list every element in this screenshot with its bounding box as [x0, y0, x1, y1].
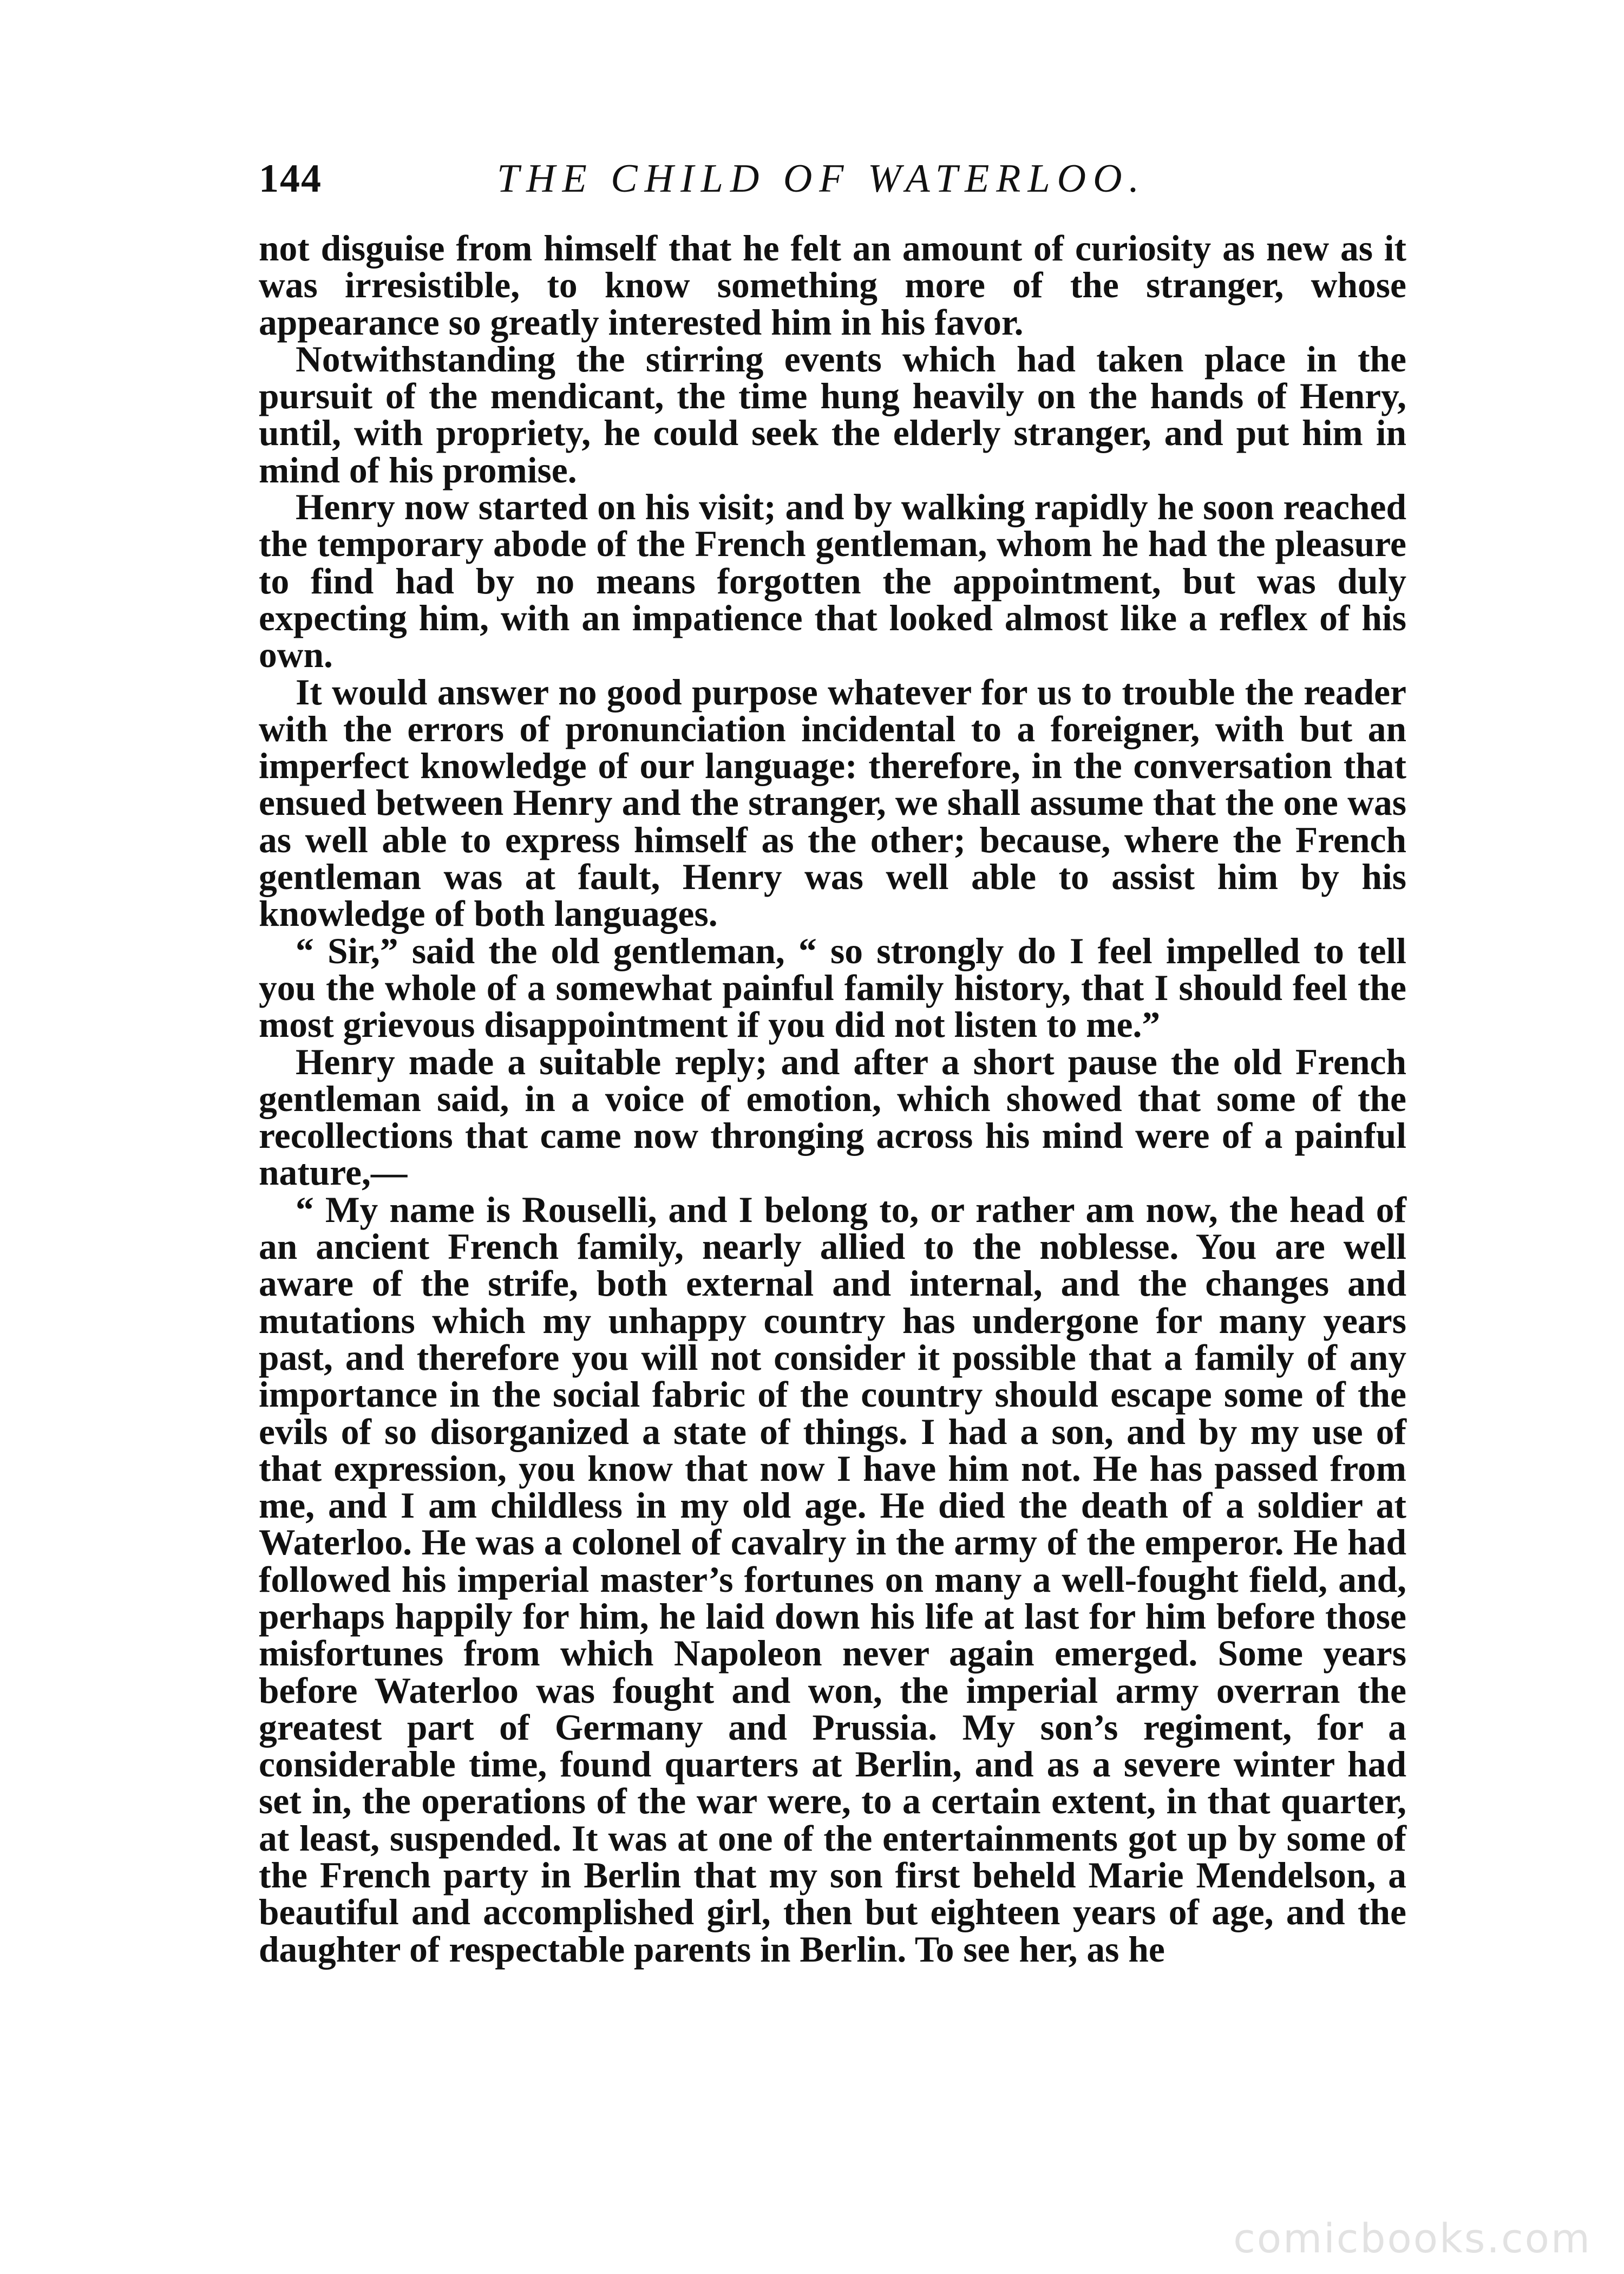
paragraph: Notwithstanding the stirring events which had taken place in the pursuit of the mendicant, the time hung heavily on the hands of Henry, until, with propriety, he could seek the elderly stranger, and put him in mind of his promise. — [259, 338, 1406, 491]
paragraph: It would answer no good purpose whatever for us to trouble the reader with the errors of pronunciation incidental to a foreigner, with but an imperfect knowledge of our language: therefore, in the conversation that ensued between Henry and the stranger, we shall assume that the one was as well able to express himself as the other; because, where the French gentleman was at fault, Henry was well able to assist him by his knowledge of both languages. — [259, 671, 1406, 935]
running-title: THE CHILD OF WATERLOO. — [497, 156, 1147, 201]
running-head — [259, 149, 1396, 208]
paragraph: not disguise from himself that he felt an amount of curiosity as new as it was irresistible, to know something more of the stranger, whose appearance so greatly interested him in his favor. — [259, 228, 1406, 343]
paragraph: “ Sir,” said the old gentleman, “ so strongly do I feel impelled to tell you the whole of a somewhat painful family history, that I should feel the most grievous disappointment if you did not listen to me.” — [259, 930, 1406, 1045]
watermark: comicbooks.com — [1233, 2216, 1592, 2262]
body-text — [259, 230, 1406, 1968]
page-number: 144 — [259, 156, 322, 201]
paragraph: “ My name is Rouselli, and I belong to, or rather am now, the head of an ancient French family, nearly allied to the noblesse. You are well aware of the strife, both external and internal, and the changes and mutations which my unhappy country has undergone for many years past, and therefore you will not consider it possible that a family of any importance in the social fabric of the country should escape some of the evils of so disorganized a state of things. I had a son, and by my use of that expression, you know that now I have him not. He has passed from me, and I am childless in my old age. He died the death of a soldier at Waterloo. He was a colonel of cavalry in the army of the emperor. He had followed his imperial master’s fortunes on many a well-fought field, and, perhaps happily for him, he laid down his life at last for him before those misfortunes from which Napoleon never again emerged. Some years before Waterloo was fought and won, the imperial army overran the greatest part of Germany and Prussia. My son’s regiment, for a considerable time, found quarters at Berlin, and as a severe winter had set in, the operations of the war were, to a certain extent, in that quarter, at least, suspended. It was at one of the entertainments got up by some of the French party in Berlin that my son first beheld Marie Mendelson, a beautiful and accomplished girl, then but eighteen years of age, and the daughter of respectable parents in Berlin. To see her, as he — [259, 1189, 1406, 1970]
paragraph: Henry now started on his visit; and by walking rapidly he soon reached the temporary abode of the French gentleman, whom he had the pleasure to find had by no means forgotten the appointment, but was duly expecting him, with an impatience that looked almost like a reflex of his own. — [259, 487, 1406, 676]
paragraph: Henry made a suitable reply; and after a short pause the old French gentleman said, in a voice of emotion, which showed that some of the recollections that came now thronging across his mind were of a painful nature,— — [259, 1041, 1406, 1193]
